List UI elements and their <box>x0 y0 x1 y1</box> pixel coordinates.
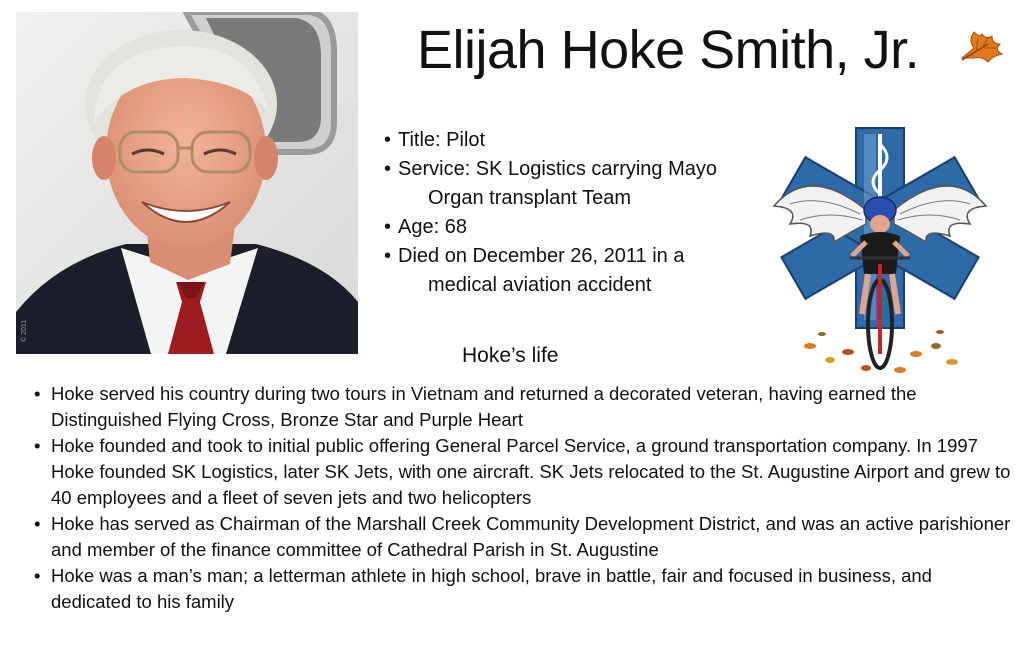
list-item <box>34 381 1014 433</box>
list-item <box>34 563 1014 615</box>
bullet-icon: • <box>384 158 392 180</box>
bullet-icon: • <box>384 129 392 151</box>
life-item-text: Hoke has served as Chairman of the Marshall Creek Community Development District, and was an active parishioner and member of the finance committee of Cathedral Parish in St. Augustine <box>51 513 1011 560</box>
fact-text: Age: 68 <box>398 216 467 238</box>
bullet-icon: • <box>34 513 41 534</box>
fact-text: Service: SK Logistics carrying Mayo <box>398 158 718 180</box>
fact-text: Title: Pilot <box>398 129 486 151</box>
fact-item <box>384 126 764 155</box>
autumn-leaf-icon <box>958 28 1006 64</box>
bullet-icon: • <box>34 383 41 404</box>
bullet-icon: • <box>34 435 41 456</box>
fact-item <box>384 213 764 242</box>
life-list <box>34 381 1014 615</box>
life-item-text: Hoke was a man’s man; a letterman athlete in high school, brave in battle, fair and focused in business, and dedicated to his family <box>51 565 932 612</box>
fact-continuation: medical aviation accident <box>428 274 652 296</box>
list-item <box>34 511 1014 563</box>
svg-text:© 2011: © 2011 <box>21 319 28 342</box>
fact-text: Died on December 26, 2011 in a <box>398 245 685 267</box>
bullet-icon: • <box>384 216 392 238</box>
list-item <box>34 433 1014 511</box>
fact-item <box>384 155 764 213</box>
life-item-text: Hoke served his country during two tours in Vietnam and returned a decorated veteran, having earned the Distinguished Flying Cross, Bronze Star and Purple Heart <box>51 383 917 430</box>
bullet-icon: • <box>34 565 41 586</box>
facts-list <box>384 126 764 300</box>
fact-item <box>384 242 764 300</box>
bullet-icon: • <box>384 245 392 267</box>
winged-star-of-life-cyclist-icon <box>770 124 990 384</box>
fact-continuation: Organ transplant Team <box>428 187 632 209</box>
page-title: Elijah Hoke Smith, Jr. <box>417 20 920 80</box>
section-heading: Hoke’s life <box>462 344 559 367</box>
life-item-text: Hoke founded and took to initial public offering General Parcel Service, a ground transportation company. In 1997 Hoke founded SK Logistics, later SK Jets, with one aircraft. SK Jets relocated to the St. Augustine Airport and grew to 40 employees and a fleet of seven jets and two helicopters <box>51 435 1011 508</box>
portrait-photo <box>16 12 358 354</box>
